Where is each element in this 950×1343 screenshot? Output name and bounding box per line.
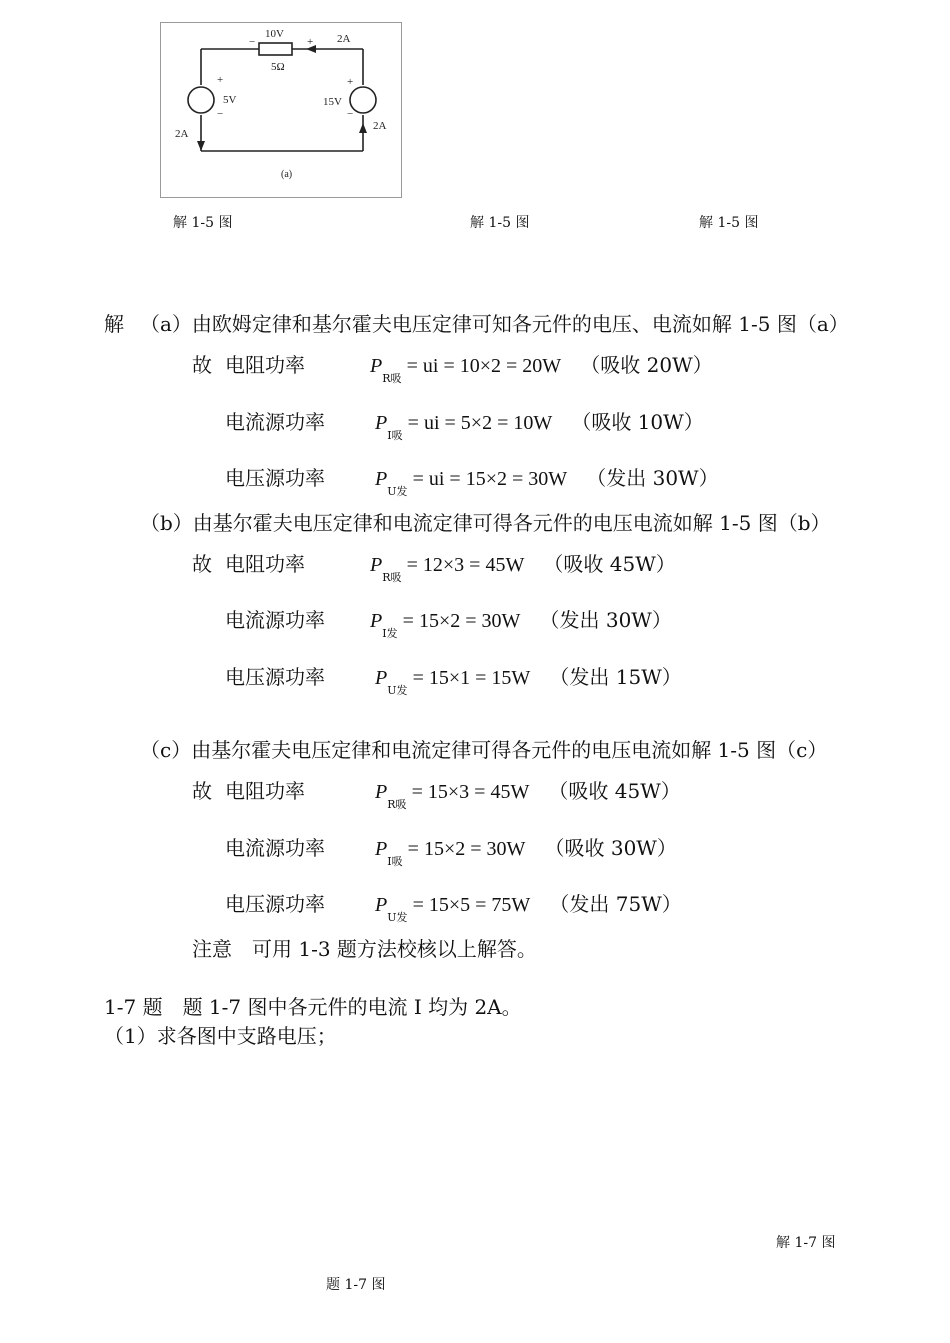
a-current-source-note: （吸收 10W） [571,410,704,434]
a-current-source-label: 电流源功率 [225,410,325,434]
label-5ohm: 5Ω [271,61,285,73]
b-resistor-formula: $P_{R吸} = 12\times 3 = 45W$ （吸收 45W） [370,552,676,584]
b-resistor-label: 电阻功率 [225,552,305,576]
b-resistor-sub: R吸 [382,571,402,584]
label-2a-top: 2A [337,33,351,45]
b-resistor-note: （吸收 45W） [543,552,676,576]
a-resistor-sub: R吸 [382,372,402,385]
b-current-source-note: （发出 30W） [539,608,672,632]
label-5v: 5V [223,94,237,106]
b-current-source-formula: $P_{I发} = 15\times 2 = 30W$ （发出 30W） [370,608,672,640]
b-current-source-eq: = 15×2 = 30W [402,610,521,632]
label-plus-top: + [307,36,314,48]
c-voltage-source-note: （发出 75W） [549,892,682,916]
a-resistor-eq: = ui = 10×2 = 20W [406,355,562,377]
a-current-source-sub: I吸 [387,429,403,442]
label-plus-left: + [217,74,224,86]
b-current-source-sub: I发 [382,627,398,640]
b-current-source-label: 电流源功率 [225,608,325,632]
caption-fig-c: 解 1-5 图 [699,215,759,231]
solution-a-intro: （a）由欧姆定律和基尔霍夫电压定律可知各元件的电压、电流如解 1-5 图（a） [140,312,849,336]
label-2a-right: 2A [373,120,387,132]
a-current-source-formula: $P_{I吸}$ = ui = 5×2 = 10W （吸收 10W） [375,410,704,442]
solution-prefix: 解 [104,312,124,336]
c-current-source-note: （吸收 30W） [544,836,677,860]
c-voltage-source-eq: = 15×5 = 75W [412,894,531,916]
label-minus-top: − [249,36,256,48]
a-current-source-eq: = ui = 5×2 = 10W [407,412,553,434]
b-resistor-eq: = 12×3 = 45W [406,554,525,576]
a-voltage-source-formula: $P_{U发}$ = ui = 15×2 = 30W （发出 30W） [375,466,719,498]
c-voltage-source-sub: U发 [387,911,408,924]
label-plus-right: + [347,76,354,88]
c-voltage-source-label: 电压源功率 [225,892,325,916]
circuit-figure-a [160,22,402,198]
a-voltage-source-eq: = ui = 15×2 = 30W [412,468,568,490]
b-voltage-source-eq: = 15×1 = 15W [412,667,531,689]
a-voltage-source-label: 电压源功率 [225,466,325,490]
a-resistor-note: （吸收 20W） [580,353,713,377]
a-voltage-source-sub: U发 [387,485,408,498]
b-voltage-source-sub: U发 [387,684,408,697]
solution-b-intro: （b）由基尔霍夫电压定律和电流定律可得各元件的电压电流如解 1-5 图（b） [140,511,831,535]
c-resistor-eq: = 15×3 = 45W [411,781,530,803]
c-voltage-source-formula: $P_{U发} = 15\times 5 = 75W$ （发出 75W） [375,892,682,924]
c-current-source-label: 电流源功率 [225,836,325,860]
label-2a-left: 2A [175,128,189,140]
c-current-source-eq: = 15×2 = 30W [407,838,526,860]
problem-17-q1: （1）求各图中支路电压； [104,1024,337,1048]
a-resistor-label: 电阻功率 [225,353,305,377]
caption-fig-a: 解 1-5 图 [173,215,233,231]
gu-a: 故 [192,353,212,377]
c-resistor-formula: $P_{R吸} = 15\times 3 = 45W$ （吸收 45W） [375,779,681,811]
c-resistor-note: （吸收 45W） [548,779,681,803]
label-minus-right: − [347,108,354,120]
c-resistor-sub: R吸 [387,798,407,811]
b-voltage-source-formula: $P_{U发} = 15\times 1 = 15W$ （发出 15W） [375,665,682,697]
gu-c: 故 [192,779,212,803]
c-resistor-label: 电阻功率 [225,779,305,803]
gu-b: 故 [192,552,212,576]
label-a-caption: (a) [281,169,293,180]
caption-solution-fig-17: 解 1-7 图 [776,1235,836,1251]
caption-fig-b: 解 1-5 图 [470,215,530,231]
c-current-source-formula: $P_{I吸} = 15\times 2 = 30W$ （吸收 30W） [375,836,677,868]
problem-17-title: 1-7 题 题 1-7 图中各元件的电流 I 均为 2A。 [104,995,522,1019]
label-minus-left: − [217,108,224,120]
a-resistor-formula: $P_{R吸}$ = ui = 10×2 = 20W （吸收 20W） [370,353,713,385]
c-current-source-sub: I吸 [387,855,403,868]
a-voltage-source-note: （发出 30W） [586,466,719,490]
label-10v: 10V [265,28,284,40]
label-15v: 15V [323,96,342,108]
circuit-diagram [161,23,401,197]
b-voltage-source-note: （发出 15W） [549,665,682,689]
caption-problem-fig-17: 题 1-7 图 [326,1277,386,1293]
solution-c-intro: （c）由基尔霍夫电压定律和电流定律可得各元件的电压电流如解 1-5 图（c） [140,738,828,762]
b-voltage-source-label: 电压源功率 [225,665,325,689]
solution-note: 注意 可用 1-3 题方法校核以上解答。 [192,937,537,961]
